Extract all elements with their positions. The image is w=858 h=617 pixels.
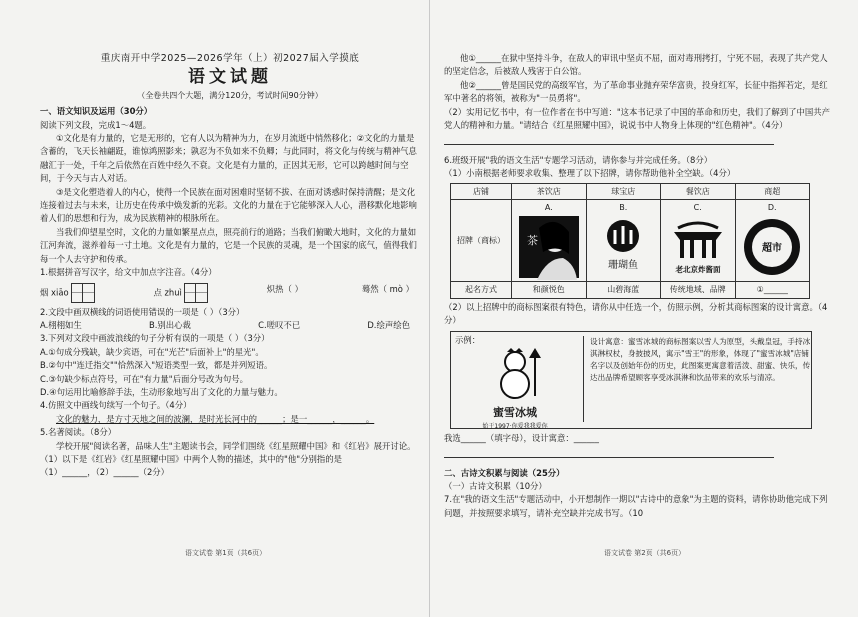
question-7: 7.在"我的语文生活"专题活动中，小开想制作一期以"古诗中的意象"为主题的资料，请你协助他完成下列问题，并按照要求填写，请补充空缺并完成书写。（10 (444, 494, 828, 518)
table-header: 餐饮店 (661, 183, 736, 199)
section-heading-2: 二、古诗文积累与阅读（25分） (444, 467, 565, 478)
table-cell: 传统地域、品牌 (661, 282, 736, 298)
svg-text:超市: 超市 (762, 243, 783, 255)
page-fold (429, 0, 430, 617)
question-2: 2.文段中画双横线的词语使用错误的一项是（ ）（3分） (40, 306, 245, 317)
example-slogan: 始于1997·你爱我我爱你 (482, 422, 548, 430)
question-5-1: （1）以下是《红岩》《红星照耀中国》中两个人物的描述，其中的"他"分别指的是 (40, 453, 342, 464)
option-b: B.别出心裁 (148, 319, 191, 330)
question-5-1-blanks: （1）______，（2）______（2分） (40, 467, 170, 478)
question-4: 4.仿照文中画线句续写一个句子。（4分） (40, 400, 192, 411)
passage-paragraph-1: ①文化是有力量的，它是无形的，它有人以为精神为力，在岁月流逝中悄然移化；②文化的力量是含蓄的，飞天长袖翩跹，谁惊鸿照影来；孰忍为不负如来不负卿；与此同时，将文化与传统与精神气息融汇于一处，千年之后依然在百姓中经久不衰。文化是有力量的，正因其无形，它可以跨越时间与空间，于今天与古人对话。 (40, 133, 417, 184)
supermarket-logo (740, 214, 804, 280)
subsection-heading: （一）古诗文积累（10分） (444, 480, 547, 491)
example-text: 设计寓意：蜜雪冰城的商标图案以雪人为原型，头戴皇冠，手持冰淇淋权杖，身披披风，寓示"雪王"的形象，体现了"蜜雪冰城"店铺名字以及创始年份的历史，此图案更寓意着活泼、甜蜜、快乐，传达出品牌希望顾客享受冰淇淋和饮品带来的欢乐与清凉。 (583, 336, 812, 422)
logo-cell-c (661, 200, 736, 282)
question-5: 5.名著阅读。（8分） (40, 427, 117, 438)
question-5-text: 学校开展"阅读名著，品味人生"主题读书会，同学们围绕《红星照耀中国》和《红岩》展开讨论。 (56, 440, 416, 451)
section-heading-1: 一、语文知识及运用（30分） (40, 106, 153, 117)
table-header-row (451, 183, 810, 199)
option-a: A.①句成分残缺，缺少宾语，可在"光芒"后面补上"的星光"。 (40, 346, 264, 357)
writing-box[interactable] (71, 283, 95, 303)
school-header: 重庆南开中学2025—2026学年（上）初2027届入学摸底 (100, 53, 360, 64)
character-description-2: 他②______曾是国民党的高级军官，为了革命事业抛弃荣华富贵，投身红军，长征中指挥若定，是红军中著名的将领，被称为"一员勇将"。 (444, 79, 828, 104)
table-row-logos (451, 200, 810, 282)
shop-sign-table (450, 183, 810, 299)
svg-text:茶: 茶 (526, 234, 538, 248)
logo-cell-d (735, 200, 810, 282)
exam-title: 语文试题 (188, 67, 272, 88)
pinyin-item: 炽热（ ） (266, 283, 303, 294)
answer-line[interactable] (444, 447, 834, 462)
right-page (444, 52, 834, 520)
question-6-2: （2）以上招牌中的商标图案很有特色，请你从中任选一个，仿照示例，分析其商标图案的设计寓意。（4分） (444, 301, 828, 326)
example-label: 示例： (455, 334, 481, 345)
question-4-text: 文化的魅力，是方寸天地之间的波澜，是时光长河中的______；是一______，______。 (56, 413, 375, 424)
page-footer-left: 语文试卷 第1页（共6页） (185, 549, 267, 557)
table-header: 店铺 (451, 183, 512, 199)
row-label: 招牌（商标） (451, 200, 512, 282)
option-d: D.绘声绘色 (367, 319, 410, 330)
slot-letter: B. (619, 203, 628, 213)
tea-shop-logo (517, 214, 581, 280)
svg-text:老北京炸酱面: 老北京炸酱面 (675, 265, 721, 275)
snowman-logo (475, 346, 555, 433)
question-6-1: （1）小南根据老师要求收集、整理了以下招牌，请你帮助他补全空缺。（4分） (444, 168, 736, 179)
question-6: 6.班级开展"我的语文生活"专题学习活动，请你参与并完成任务。（8分） (444, 154, 713, 165)
pinyin-row (40, 280, 420, 306)
slot-letter: A. (544, 203, 553, 213)
pinyin-item: 烟 xiāo (40, 283, 95, 303)
exam-subtitle: （全卷共四个大题，满分120分，考试时间90分钟） (137, 90, 323, 100)
passage-paragraph-2: ③是文化塑造着人的内心，使得一个民族在面对困难时坚韧不拔、在面对诱惑时保持清醒；是文化连接着过去与未来，让历史在传承中焕发新的光彩。文化的力量在于它能够深入人心，潜移默化地影响着人们的思想和行为，成为民族精神的根脉所在。 (40, 186, 417, 224)
answer-line[interactable] (444, 134, 834, 149)
slot-letter: D. (767, 203, 777, 213)
passage-paragraph-3: 当我们仰望星空时，文化的力量如繁星点点，照亮前行的道路；当我们俯瞰大地时，文化的力量如江河奔流，滋养着每一寸土地。文化是有力量的，它是一个民族的灵魂，是一个国家的底气，值得我们每一个人去守护和传承。 (40, 226, 417, 264)
option-b: B.②句中"连迁指交""恰然深入"短语类型一致，都是并列短语。 (40, 360, 273, 371)
instruction: 阅读下列文段，完成1～4题。 (40, 119, 152, 130)
row-label: 起名方式 (451, 282, 512, 298)
question-5-2: （2）实用记忆书中，有一位作者在书中写道："这本书记录了中国的革命和历史，我们了解到了中国共产党人的精神和力量。"请结合《红星照耀中国》，说说书中人物身上体现的"红色精神"。（4分） (444, 106, 831, 131)
example-brand: 蜜雪冰城 (493, 406, 537, 420)
left-page (40, 40, 420, 480)
table-cell[interactable]: ①______ (735, 282, 810, 298)
svg-text:珊瑚鱼: 珊瑚鱼 (608, 260, 639, 272)
example-box (450, 331, 812, 429)
table-cell: 山碧海蓝 (586, 282, 661, 298)
option-c: C.嗟叹不已 (258, 319, 301, 330)
restaurant-logo (666, 214, 730, 280)
character-description-1: 他①______在狱中坚持斗争，在敌人的审讯中坚贞不屈，面对毒刑拷打，宁死不屈，表现了共产党人的坚定信念，后被敌人残害于白公馆。 (444, 53, 828, 77)
table-row-naming (451, 282, 810, 298)
question-2-options (40, 319, 420, 332)
pinyin-item: 点 zhuì (153, 283, 207, 303)
logo-cell-b (586, 200, 661, 282)
table-header: 球宝店 (586, 183, 661, 199)
page-footer-right: 语文试卷 第2页（共6页） (604, 549, 686, 557)
option-d: D.④句运用比喻修辞手法，生动形象地写出了文化的力量与魅力。 (40, 386, 283, 397)
question-3: 3.下列对文段中画波浪线的句子分析有误的一项是（ ）（3分） (40, 333, 270, 344)
table-header: 茶饮店 (512, 183, 587, 199)
option-a: A.栩栩如生 (40, 319, 82, 330)
table-header: 商超 (735, 183, 810, 199)
choose-line[interactable]: 我选______（填字母），设计寓意：______ (444, 432, 599, 443)
option-c: C.③句缺少标点符号，可在"有力量"后面分号改为句号。 (40, 373, 248, 384)
question-1: 1.根据拼音写汉字，给文中加点字注音。（4分） (40, 267, 217, 278)
writing-box[interactable] (184, 283, 208, 303)
pinyin-item: 蓦然（ mò ） (361, 283, 414, 294)
table-cell: 和颜悦色 (512, 282, 587, 298)
slot-letter: C. (693, 203, 702, 213)
logo-cell-a (512, 200, 587, 282)
jewelry-shop-logo (591, 214, 655, 280)
